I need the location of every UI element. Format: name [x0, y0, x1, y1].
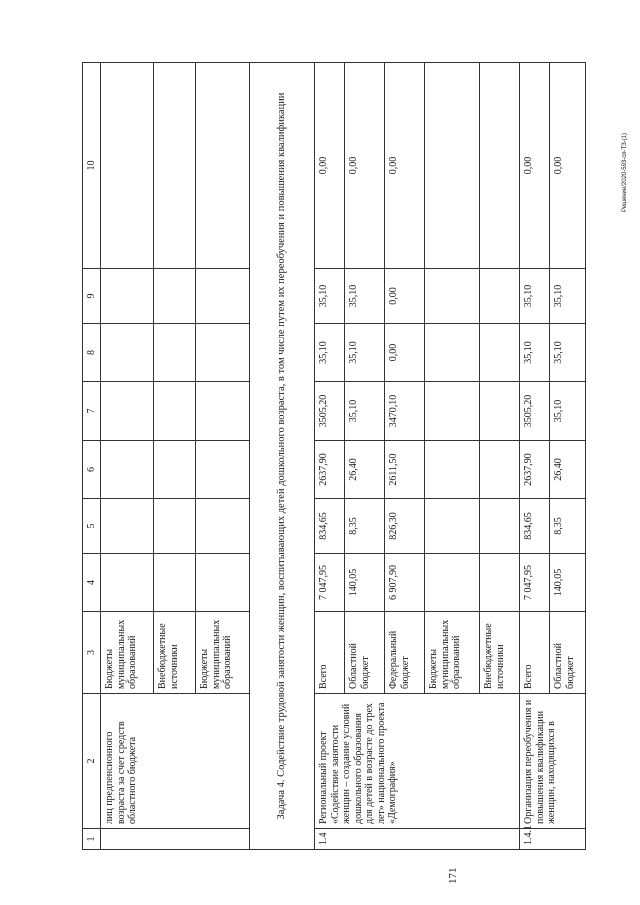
value-cell [154, 269, 196, 324]
header-cell: 10 [83, 63, 101, 269]
value-cell [154, 554, 196, 612]
value-cell: 8,35 [345, 499, 385, 554]
value-cell: 35,10 [315, 324, 345, 382]
value-cell: 0,00 [385, 63, 425, 269]
value-cell: 834,65 [520, 499, 550, 554]
value-cell: 3505,20 [315, 382, 345, 441]
value-cell: 35,10 [550, 324, 586, 382]
header-cell: 3 [83, 612, 101, 694]
value-cell: 35,10 [520, 324, 550, 382]
value-cell: 35,10 [345, 269, 385, 324]
value-cell: 140,05 [345, 554, 385, 612]
value-cell [154, 324, 196, 382]
task-row [250, 63, 315, 850]
value-cell: 826,30 [385, 499, 425, 554]
value-cell [101, 499, 154, 554]
value-cell [154, 63, 196, 269]
value-cell [154, 382, 196, 441]
value-cell: 35,10 [520, 269, 550, 324]
funding-source: Федеральный бюджет [385, 612, 425, 694]
value-cell [154, 499, 196, 554]
value-cell: 35,10 [315, 269, 345, 324]
value-cell [196, 324, 250, 382]
value-cell [425, 324, 480, 382]
value-cell: 0,00 [345, 63, 385, 269]
page-number: 171 [447, 867, 459, 884]
funding-source: Бюджеты муниципальных образований [101, 612, 154, 694]
value-cell: 2611,50 [385, 441, 425, 499]
budget-table [82, 62, 586, 850]
row-number: 1.4 [315, 829, 520, 850]
value-cell: 35,10 [550, 382, 586, 441]
header-cell: 7 [83, 382, 101, 441]
header-cell: 8 [83, 324, 101, 382]
value-cell [480, 269, 520, 324]
value-cell [480, 63, 520, 269]
header-cell: 2 [83, 694, 101, 829]
value-cell: 140,05 [550, 554, 586, 612]
value-cell: 6 907,90 [385, 554, 425, 612]
value-cell: 26,40 [345, 441, 385, 499]
header-cell: 1 [83, 829, 101, 850]
value-cell [101, 382, 154, 441]
value-cell [480, 554, 520, 612]
header-row [83, 63, 101, 850]
measure-name: лиц предпенсионного возраста за счет средств областного бюджета [101, 694, 250, 829]
value-cell [425, 554, 480, 612]
value-cell [154, 441, 196, 499]
value-cell: 0,00 [550, 63, 586, 269]
value-cell: 0,00 [385, 324, 425, 382]
header-cell: 5 [83, 499, 101, 554]
value-cell [480, 324, 520, 382]
task-heading: Задача 4. Содействие трудовой занятости женщин, воспитывающих детей дошкольного возраста, в том числе путем их переобучения и повышения квалификации [250, 63, 315, 850]
value-cell [480, 499, 520, 554]
document-footer: Решение/2020-593-сп-ТЗ-(1) [622, 132, 628, 212]
table-row [520, 63, 550, 850]
value-cell [425, 382, 480, 441]
value-cell [101, 324, 154, 382]
value-cell [425, 269, 480, 324]
table-row [101, 63, 154, 850]
value-cell: 7 047,95 [315, 554, 345, 612]
value-cell [425, 499, 480, 554]
value-cell [196, 63, 250, 269]
value-cell: 834,65 [315, 499, 345, 554]
row-number [101, 829, 250, 850]
value-cell [101, 63, 154, 269]
header-cell: 6 [83, 441, 101, 499]
value-cell [425, 441, 480, 499]
value-cell [480, 382, 520, 441]
value-cell: 26,40 [550, 441, 586, 499]
funding-source: Всего [315, 612, 345, 694]
header-cell: 4 [83, 554, 101, 612]
value-cell: 0,00 [385, 269, 425, 324]
header-cell: 9 [83, 269, 101, 324]
funding-source: Областной бюджет [345, 612, 385, 694]
funding-source: Всего [520, 612, 550, 694]
funding-source: Областной бюджет [550, 612, 586, 694]
funding-source: Внебюджетные источники [154, 612, 196, 694]
measure-name: Региональный проект «Содействие занятости женщин – создание условий дошкольного образования для детей в возрасте до трех лет» национального проекта «Демография» [315, 694, 520, 829]
value-cell: 0,00 [520, 63, 550, 269]
value-cell [101, 554, 154, 612]
measure-name: Организация переобучения и повышения квалификации женщин, находящихся в [520, 694, 586, 829]
value-cell [196, 441, 250, 499]
row-number: 1.4.1 [520, 829, 586, 850]
value-cell [480, 441, 520, 499]
funding-source: Бюджеты муниципальных образований [196, 612, 250, 694]
value-cell: 3470,10 [385, 382, 425, 441]
value-cell: 2637,90 [520, 441, 550, 499]
value-cell [196, 382, 250, 441]
value-cell: 8,35 [550, 499, 586, 554]
table-row [315, 63, 345, 850]
value-cell: 7 047,95 [520, 554, 550, 612]
value-cell [196, 269, 250, 324]
value-cell: 35,10 [345, 382, 385, 441]
value-cell [196, 499, 250, 554]
value-cell [425, 63, 480, 269]
value-cell [101, 269, 154, 324]
value-cell: 35,10 [550, 269, 586, 324]
funding-source: Бюджеты муниципальных образований [425, 612, 480, 694]
value-cell: 35,10 [345, 324, 385, 382]
funding-source: Внебюджетные источники [480, 612, 520, 694]
value-cell: 0,00 [315, 63, 345, 269]
value-cell [101, 441, 154, 499]
value-cell: 3505,20 [520, 382, 550, 441]
value-cell: 2637,90 [315, 441, 345, 499]
value-cell [196, 554, 250, 612]
